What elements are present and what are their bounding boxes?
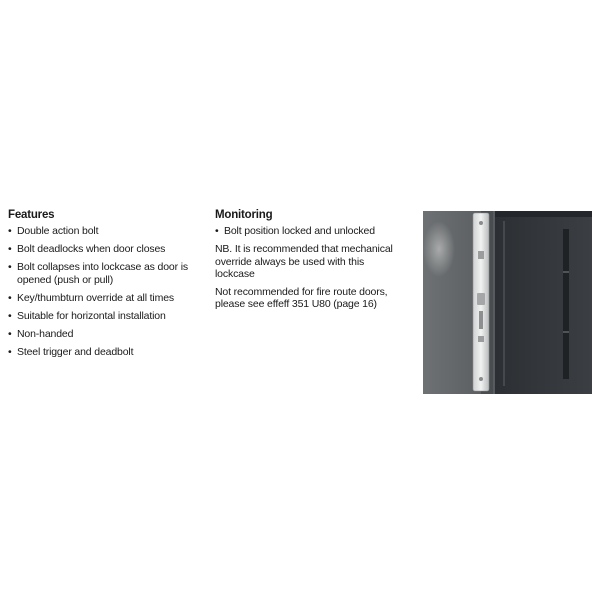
features-list [8, 225, 203, 359]
monitoring-item: • Bolt position locked and unlocked [215, 225, 405, 238]
features-item: • Bolt collapses into lockcase as door is opened (push or pull) [8, 261, 203, 287]
features-item: • Key/thumbturn override at all times [8, 292, 203, 305]
monitoring-note: Not recommended for fire route doors, please see effeff 351 U80 (page 16) [215, 285, 388, 310]
monitoring-note: NB. It is recommended that mechanical override always be used with this lockcase [215, 243, 393, 280]
features-section [8, 209, 203, 364]
features-item: • Steel trigger and deadbolt [8, 346, 203, 359]
features-heading: Features [8, 209, 55, 221]
lockcase-illustration [423, 211, 592, 394]
lockcase-photo [423, 211, 592, 394]
features-item: • Non-handed [8, 328, 203, 341]
features-item: • Suitable for horizontal installation [8, 310, 203, 323]
monitoring-list [215, 225, 405, 238]
monitoring-heading: Monitoring [215, 209, 273, 221]
features-item: • Double action bolt [8, 225, 203, 238]
monitoring-section [215, 209, 405, 316]
features-item: • Bolt deadlocks when door closes [8, 243, 203, 256]
